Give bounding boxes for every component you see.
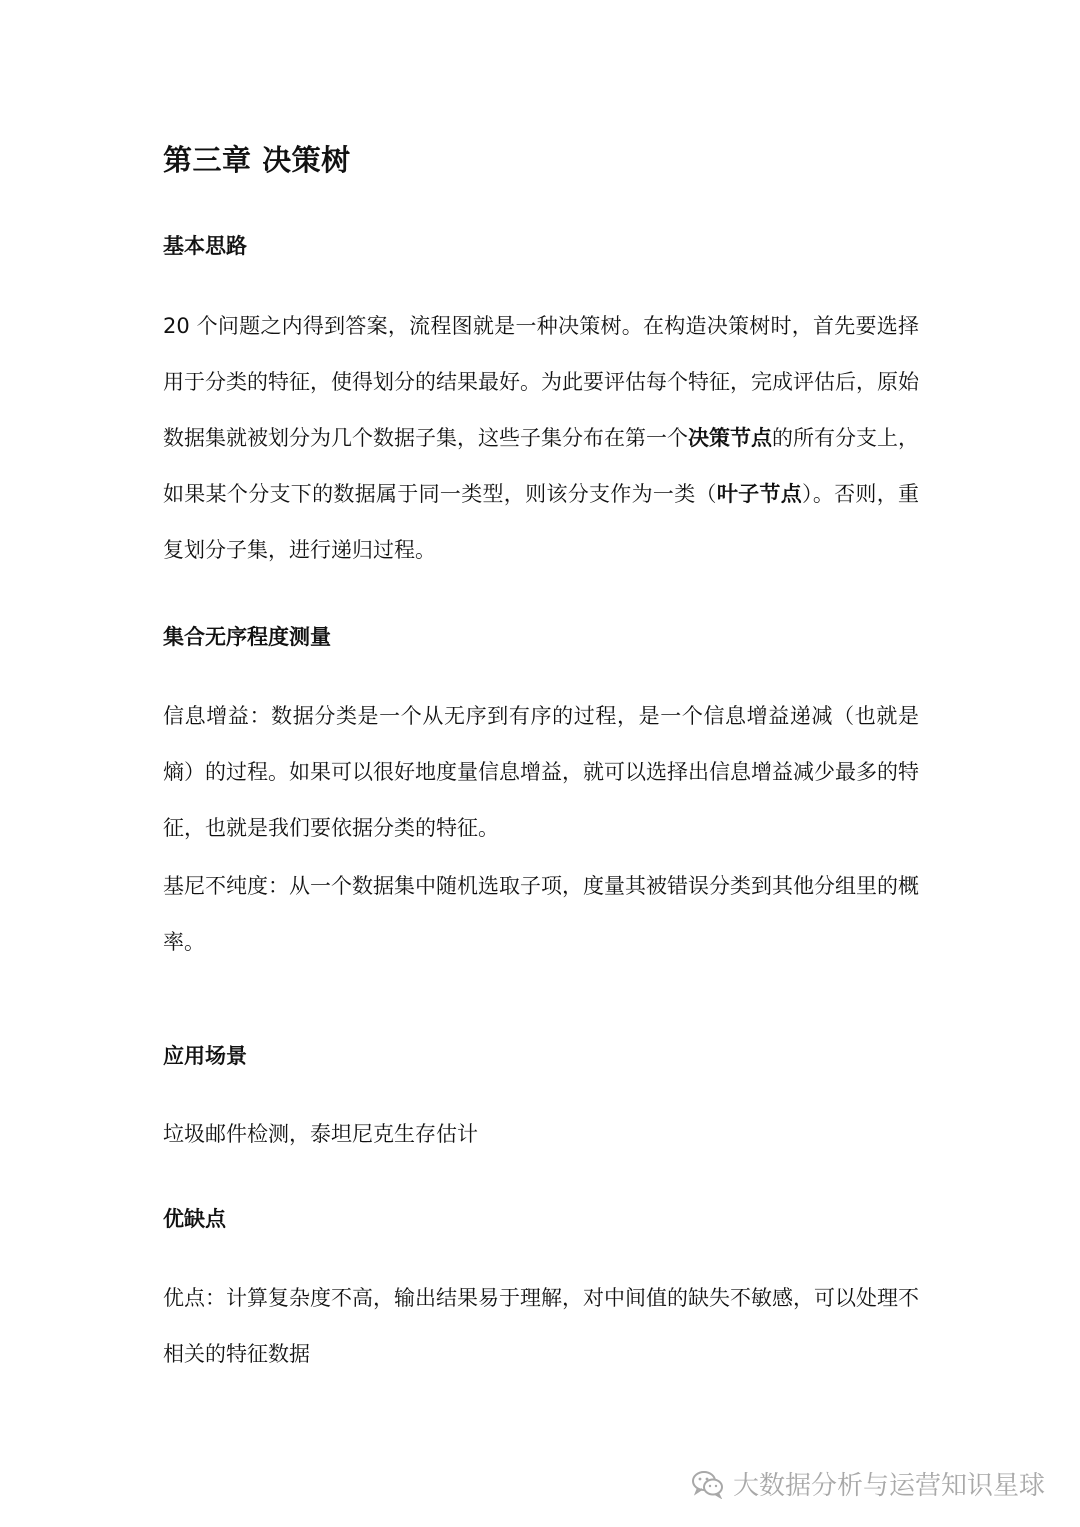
paragraph-info-gain: 信息增益：数据分类是一个从无序到有序的过程，是一个信息增益递减（也就是熵）的过程。如果可以很好地度量信息增益，就可以选择出信息增益减少最多的特征，也就是我们要依据分类的特征。: [163, 704, 919, 840]
paragraph-gini: 基尼不纯度：从一个数据集中随机选取子项，度量其被错误分类到其他分组里的概率。: [163, 874, 919, 954]
watermark: [691, 1465, 1045, 1502]
paragraph-idea-text-3: ）。否则，重复划分子集，进行递归过程。: [163, 482, 920, 562]
chapter-title: 第三章 决策树: [163, 143, 351, 177]
section-heading-disorder: 集合无序程度测量: [163, 625, 331, 649]
section-heading-scenarios: 应用场景: [163, 1044, 247, 1068]
bold-term-decision-node: 决策节点: [688, 426, 772, 450]
paragraph-pros: 优点：计算复杂度不高，输出结果易于理解，对中间值的缺失不敏感，可以处理不相关的特征数据: [163, 1286, 919, 1366]
section-heading-pros-cons: 优缺点: [163, 1207, 226, 1231]
paragraph-idea-text-2: 的所有分支上，如果某个分支下的数据属于同一类型，则该分支作为一类（: [163, 426, 919, 506]
paragraph-idea: [163, 298, 919, 578]
paragraph-scenarios: 垃圾邮件检测，泰坦尼克生存估计: [163, 1122, 478, 1146]
paragraph-idea-text-1: 20 个问题之内得到答案，流程图就是一种决策树。在构造决策树时，首先要选择用于分类的特征，使得划分的结果最好。为此要评估每个特征，完成评估后，原始数据集就被划分为几个数据子集，这些子集分布在第一个: [163, 314, 919, 450]
bold-term-leaf-node: 叶子节点: [716, 482, 803, 506]
wechat-icon: [691, 1469, 725, 1499]
section-heading-idea: 基本思路: [163, 234, 247, 258]
watermark-text: 大数据分析与运营知识星球: [732, 1471, 1045, 1501]
